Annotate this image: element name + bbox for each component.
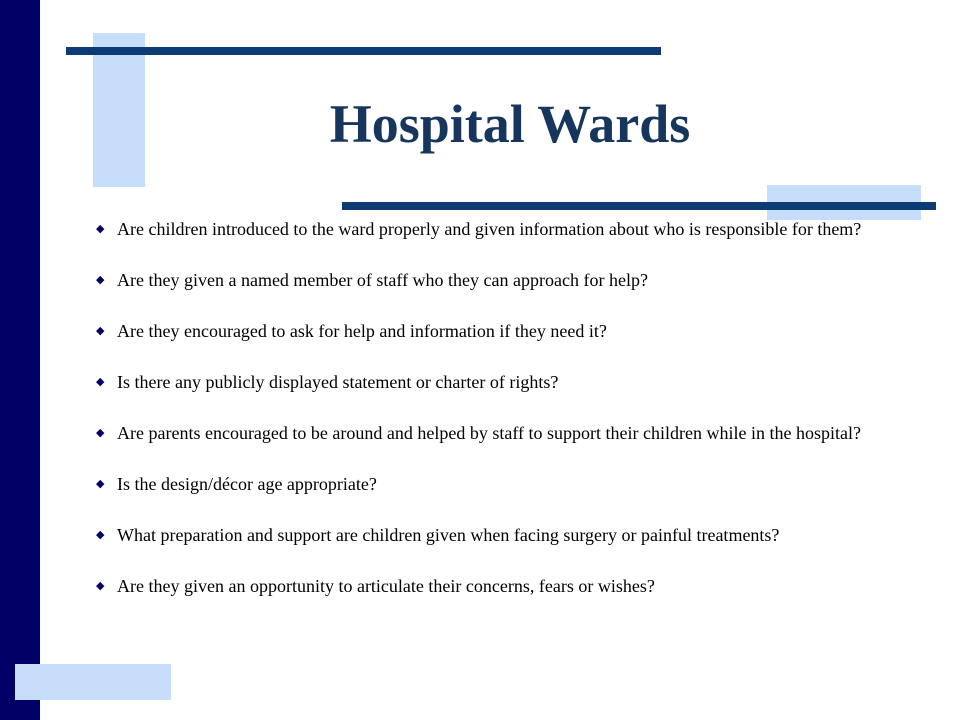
diamond-bullet-icon: ◆	[96, 529, 105, 541]
diamond-bullet-icon: ◆	[96, 427, 105, 439]
diamond-bullet-icon: ◆	[96, 376, 105, 388]
bullet-item	[96, 421, 926, 446]
bullet-item	[96, 370, 926, 395]
decor-top-rule	[66, 47, 661, 55]
diamond-bullet-icon: ◆	[96, 478, 105, 490]
diamond-bullet-icon: ◆	[96, 580, 105, 592]
diamond-bullet-icon: ◆	[96, 223, 105, 235]
decor-bottom-block	[15, 664, 171, 700]
bullet-text: Is the design/décor age appropriate?	[117, 474, 377, 494]
left-sidebar-bar	[0, 0, 40, 720]
bullet-item	[96, 319, 926, 344]
bullet-item	[96, 472, 926, 497]
bullet-text: What preparation and support are children given when facing surgery or painful treatments?	[117, 525, 780, 545]
bullet-text: Is there any publicly displayed statement or charter of rights?	[117, 372, 559, 392]
decor-vertical-block	[93, 33, 145, 187]
slide-title: Hospital Wards	[329, 94, 691, 154]
diamond-bullet-icon: ◆	[96, 325, 105, 337]
bullet-text: Are they given an opportunity to articulate their concerns, fears or wishes?	[117, 576, 655, 596]
bullet-item	[96, 268, 926, 293]
bullet-text: Are parents encouraged to be around and helped by staff to support their children while in the hospital?	[117, 423, 861, 443]
bullet-text: Are they given a named member of staff who they can approach for help?	[117, 270, 648, 290]
bullet-item	[96, 574, 926, 599]
bullet-text: Are children introduced to the ward properly and given information about who is responsible for them?	[117, 219, 862, 239]
bullet-list	[96, 217, 926, 625]
decor-mid-rule	[342, 202, 936, 210]
bullet-text: Are they encouraged to ask for help and information if they need it?	[117, 321, 607, 341]
bullet-item	[96, 217, 926, 242]
bullet-item	[96, 523, 926, 548]
diamond-bullet-icon: ◆	[96, 274, 105, 286]
